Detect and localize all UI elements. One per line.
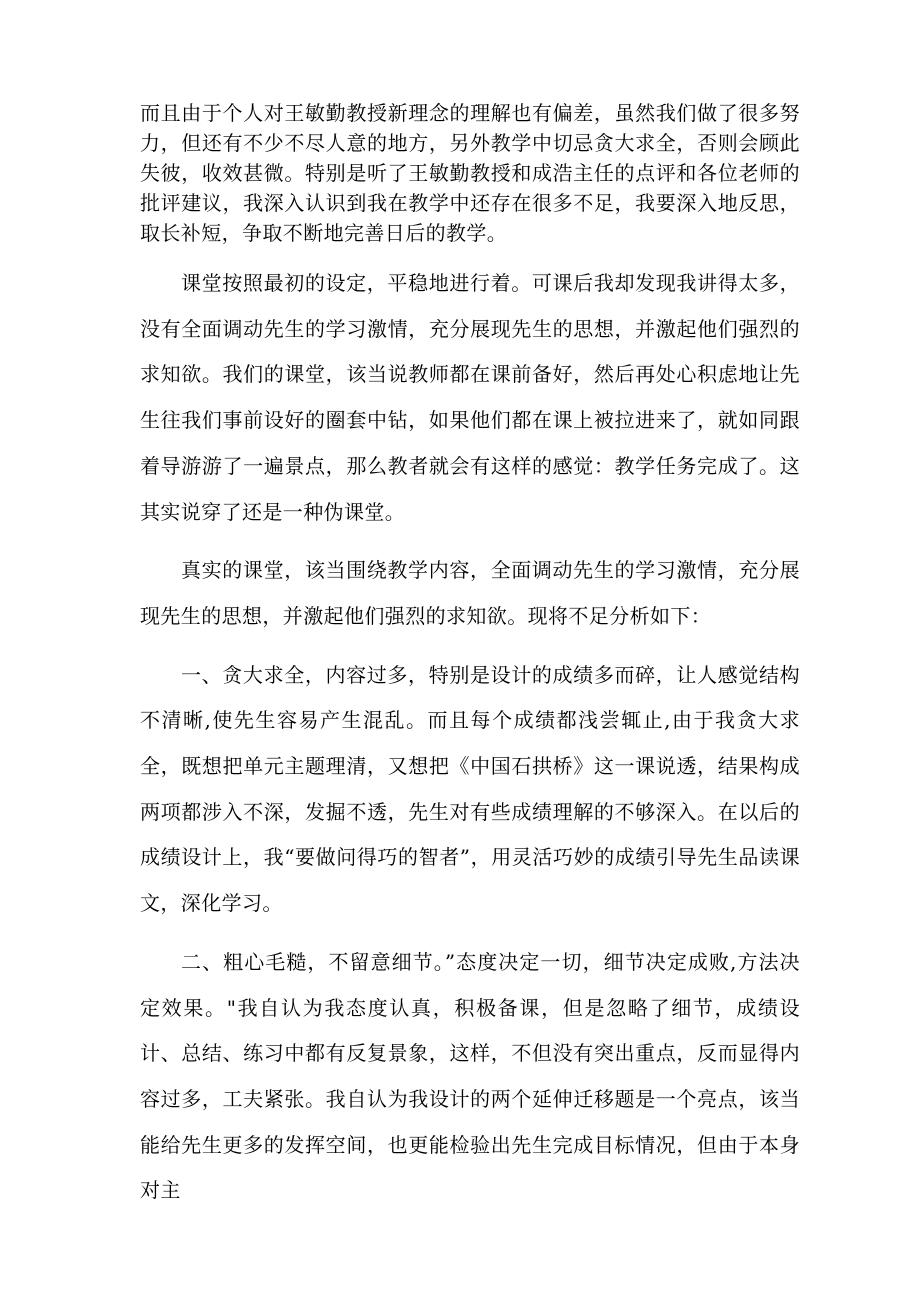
paragraph-point-two: 二、粗心毛糙，不留意细节。”态度决定一切，细节决定成败,方法决定效果。"我自认为我态度认真，积极备课，但是忽略了细节，成绩设计、总结、练习中都有反复景象，这样，不但没有突出重点，反而显得内容过多，工夫紧张。我自认为我设计的两个延伸迁移题是一个亮点，该当能给先生更多的发挥空间，也更能检验出先生完成目标情况，但由于本身对主: [140, 949, 800, 1203]
paragraph-classroom-process: 课堂按照最初的设定，平稳地进行着。可课后我却发现我讲得太多，没有全面调动先生的学习激情，充分展现先生的思想，并激起他们强烈的求知欲。我们的课堂，该当说教师都在课前备好，然后再处心积虑地让先生往我们事前设好的圈套中钻，如果他们都在课上被拉进来了，就如同跟着导游游了一遍景点，那么教者就会有这样的感觉：教学任务完成了。这其实说穿了还是一种伪课堂。: [140, 271, 800, 524]
paragraph-continued: 而且由于个人对王敏勤教授新理念的理解也有偏差，虽然我们做了很多努力，但还有不少不尽人意的地方，另外教学中切忌贪大求全，否则会顾此失彼，收效甚微。特别是听了王敏勤教授和成浩主任的点评和各位老师的批评建议，我深入认识到我在教学中还存在很多不足，我要深入地反思，取长补短，争取不断地完善日后的教学。: [140, 101, 800, 245]
paragraph-real-classroom: 真实的课堂，该当围绕教学内容，全面调动先生的学习激情，充分展现先生的思想，并激起他们强烈的求知欲。现将不足分析如下：: [140, 558, 800, 628]
document-page: [140, 98, 800, 1214]
paragraph-point-one: 一、贪大求全，内容过多，特别是设计的成绩多而碎，让人感觉结构不清晰,使先生容易产生混乱。而且每个成绩都浅尝辄止,由于我贪大求全，既想把单元主题理清，又想把《中国石拱桥》这一课说透，结果构成两项都涉入不深，发掘不透，先生对有些成绩理解的不够深入。在以后的成绩设计上，我“要做问得巧的智者”，用灵活巧妙的成绩引导先生品读课文，深化学习。: [140, 662, 800, 916]
